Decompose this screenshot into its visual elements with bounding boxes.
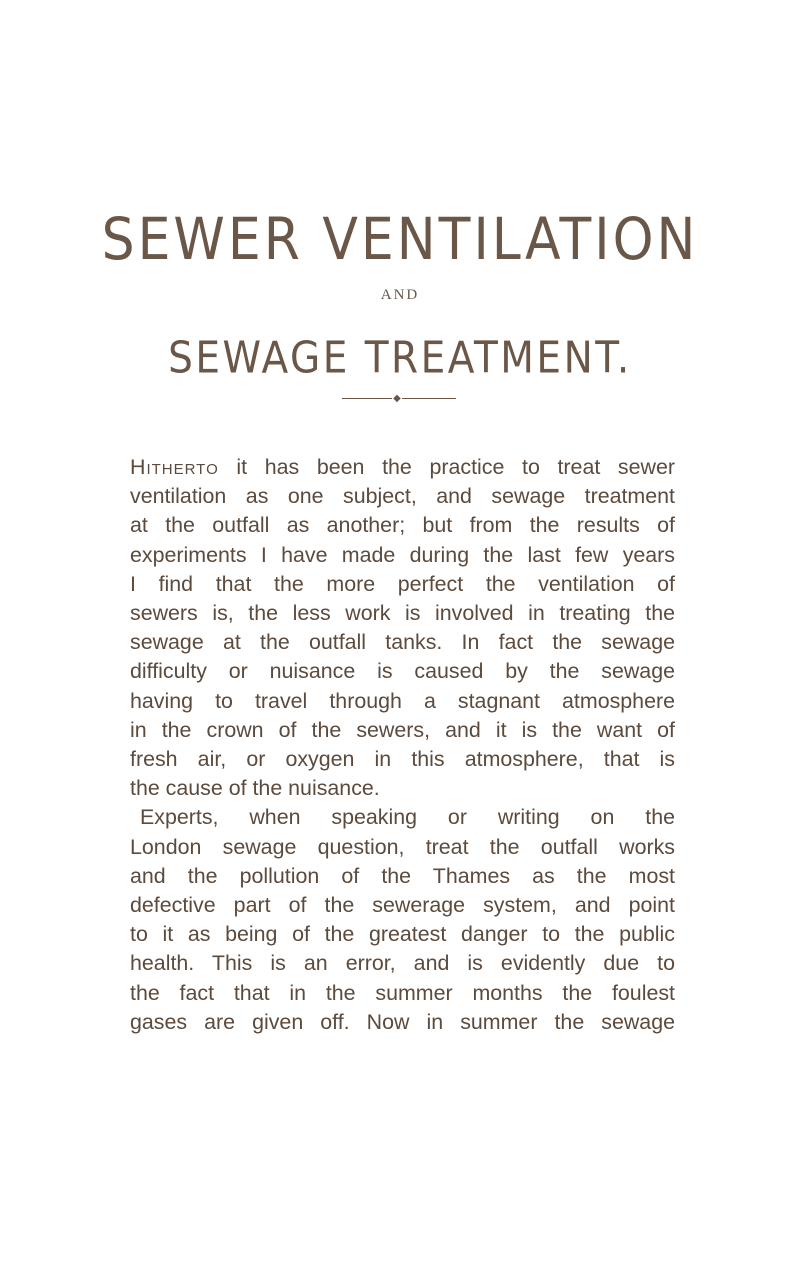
body-text bbox=[130, 453, 675, 1037]
paragraph-1-line bbox=[130, 453, 675, 482]
paragraph-2-line: Experts, when speaking or writing on the bbox=[140, 805, 675, 830]
paragraph-2-line: defective part of the sewerage system, and point bbox=[130, 893, 675, 918]
paragraph-1-line: ventilation as one subject, and sewage treatment bbox=[130, 484, 675, 509]
paragraph-1-line: experiments I have made during the last few years bbox=[130, 542, 675, 567]
paragraph-1-line: having to travel through a stagnant atmosphere bbox=[130, 688, 675, 713]
title-line-1: SEWER VENTILATION bbox=[101, 206, 699, 274]
title-conjunction: AND bbox=[380, 287, 420, 303]
title-line-2: SEWAGE TREATMENT. bbox=[168, 333, 632, 384]
diamond-icon: ◆ bbox=[393, 393, 401, 404]
paragraph-2-line: gases are given off. Now in summer the sewage bbox=[130, 1009, 675, 1034]
ornament-rule-right bbox=[402, 398, 456, 399]
title-ornament bbox=[342, 394, 456, 404]
paragraph-2-line: and the pollution of the Thames as the most bbox=[130, 863, 675, 888]
paragraph-1-line: in the crown of the sewers, and it is the want of bbox=[130, 717, 675, 742]
paragraph-1-line: the cause of the nuisance. bbox=[130, 776, 380, 801]
paragraph-1-line: fresh air, or oxygen in this atmosphere, that is bbox=[130, 747, 675, 772]
paragraph-1-line: difficulty or nuisance is caused by the sewage bbox=[130, 659, 675, 684]
ornament-rule-left bbox=[342, 398, 392, 399]
paragraph-1-line: at the outfall as another; but from the results of bbox=[130, 513, 675, 538]
paragraph-1-line: I find that the more perfect the ventilation of bbox=[130, 571, 675, 596]
paragraph-2-line: the fact that in the summer months the foulest bbox=[130, 980, 675, 1005]
paragraph-2-line: to it as being of the greatest danger to the public bbox=[130, 922, 675, 947]
opening-word: Hitherto bbox=[130, 455, 219, 479]
paragraph-1-line-text: it has been the practice to treat sewer bbox=[218, 455, 675, 479]
paragraph-1-line: sewage at the outfall tanks. In fact the sewage bbox=[130, 630, 675, 655]
paragraph-2-line: London sewage question, treat the outfall works bbox=[130, 834, 675, 859]
paragraph-2-line: health. This is an error, and is evidently due to bbox=[130, 951, 675, 976]
paragraph-1-line: sewers is, the less work is involved in treating the bbox=[130, 601, 675, 626]
